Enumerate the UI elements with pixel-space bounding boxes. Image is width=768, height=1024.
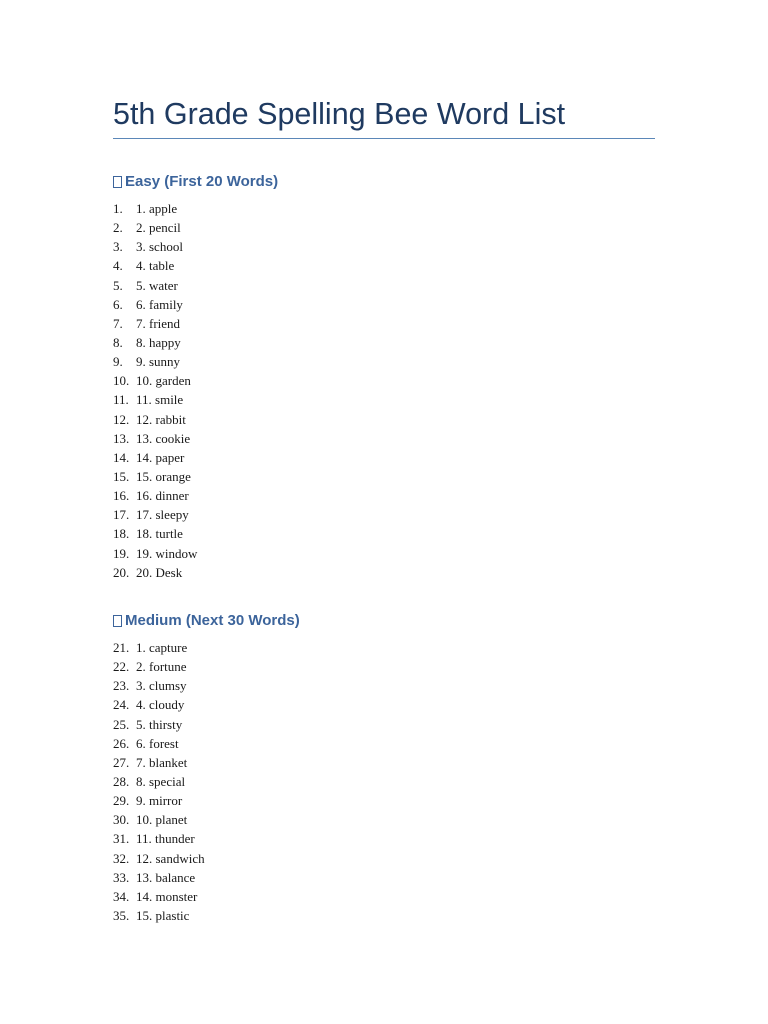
list-word: 13. cookie [136,430,191,446]
section-heading-text: Easy (First 20 Words) [125,173,279,190]
list-number: 20. [113,564,130,580]
list-word: 6. family [136,296,183,312]
list-number: 35. [113,907,130,923]
list-item [113,295,673,314]
section-medium [113,610,673,925]
list-item [113,791,673,810]
list-item [113,772,673,791]
list-number: 10. [113,373,130,389]
list-word: 8. happy [136,334,181,350]
list-item [113,887,673,906]
list-number: 3. [113,239,123,255]
missing-glyph-icon [113,176,122,188]
list-word: 6. forest [136,735,179,751]
list-word: 10. garden [136,373,191,389]
list-item [113,810,673,829]
list-word: 9. sunny [136,354,181,370]
list-word: 15. orange [136,468,191,484]
list-word: 1. capture [136,640,188,655]
list-word: 11. smile [136,392,184,408]
section-easy [113,171,673,582]
section-heading-medium [113,610,673,632]
list-item [113,410,673,429]
list-item [113,371,673,390]
list-word: 7. blanket [136,754,188,770]
list-item [113,467,673,486]
list-number: 16. [113,488,130,504]
list-word: 14. monster [136,888,198,904]
list-word: 3. clumsy [136,678,187,694]
list-word: 11. thunder [136,831,195,847]
section-heading-text: Medium (Next 30 Words) [125,612,300,629]
list-word: 19. window [136,545,198,561]
page-title: 5th Grade Spelling Bee Word List [113,92,655,139]
list-word: 9. mirror [136,793,183,809]
list-number: 31. [113,831,130,847]
list-number: 2. [113,220,123,236]
section-heading-easy [113,171,673,193]
list-number: 7. [113,315,123,331]
list-word: 14. paper [136,449,185,465]
list-item [113,199,673,218]
list-word: 5. water [136,277,178,293]
list-word: 10. planet [136,812,188,828]
list-word: 16. dinner [136,488,189,504]
list-number: 28. [113,773,130,789]
list-item [113,849,673,868]
list-item [113,276,673,295]
list-item [113,486,673,505]
list-item [113,524,673,543]
list-number: 11. [113,392,129,408]
list-number: 25. [113,716,130,732]
list-item [113,829,673,848]
list-word: 8. special [136,773,186,789]
list-number: 34. [113,888,130,904]
list-number: 12. [113,411,130,427]
list-word: 13. balance [136,869,196,885]
list-number: 18. [113,526,130,542]
word-list-medium [113,638,673,925]
list-item [113,657,673,676]
list-item [113,237,673,256]
list-word: 5. thirsty [136,716,183,732]
list-number: 33. [113,869,130,885]
list-word: 2. pencil [136,220,181,236]
list-word: 7. friend [136,315,181,331]
list-item [113,352,673,371]
list-item [113,505,673,524]
list-number: 9. [113,354,123,370]
list-number: 27. [113,754,130,770]
list-item [113,544,673,563]
list-item [113,638,673,657]
list-word: 12. rabbit [136,411,186,427]
list-number: 15. [113,468,130,484]
list-number: 8. [113,334,123,350]
list-number: 1. [113,201,123,216]
list-item [113,906,673,925]
list-number: 21. [113,640,130,655]
list-number: 6. [113,296,123,312]
list-word: 3. school [136,239,183,255]
list-number: 5. [113,277,123,293]
list-number: 26. [113,735,130,751]
list-number: 30. [113,812,130,828]
list-word: 1. apple [136,201,178,216]
list-item [113,333,673,352]
list-number: 13. [113,430,130,446]
list-number: 14. [113,449,130,465]
list-number: 19. [113,545,130,561]
list-word: 4. table [136,258,175,274]
list-item [113,868,673,887]
list-item [113,715,673,734]
list-number: 4. [113,258,123,274]
list-word: 17. sleepy [136,507,189,523]
list-word: 15. plastic [136,907,190,923]
list-number: 17. [113,507,130,523]
list-number: 23. [113,678,130,694]
word-list-easy [113,199,673,582]
list-item [113,314,673,333]
list-number: 24. [113,697,130,713]
list-number: 22. [113,659,130,675]
list-word: 12. sandwich [136,850,205,866]
list-item [113,563,673,582]
list-item [113,429,673,448]
list-number: 29. [113,793,130,809]
list-word: 2. fortune [136,659,187,675]
list-item [113,218,673,237]
list-word: 20. Desk [136,564,183,580]
list-number: 32. [113,850,130,866]
list-item [113,695,673,714]
list-item [113,256,673,275]
list-item [113,676,673,695]
list-item [113,753,673,772]
list-item [113,390,673,409]
list-item [113,734,673,753]
list-word: 18. turtle [136,526,183,542]
missing-glyph-icon [113,615,122,627]
list-word: 4. cloudy [136,697,185,713]
list-item [113,448,673,467]
